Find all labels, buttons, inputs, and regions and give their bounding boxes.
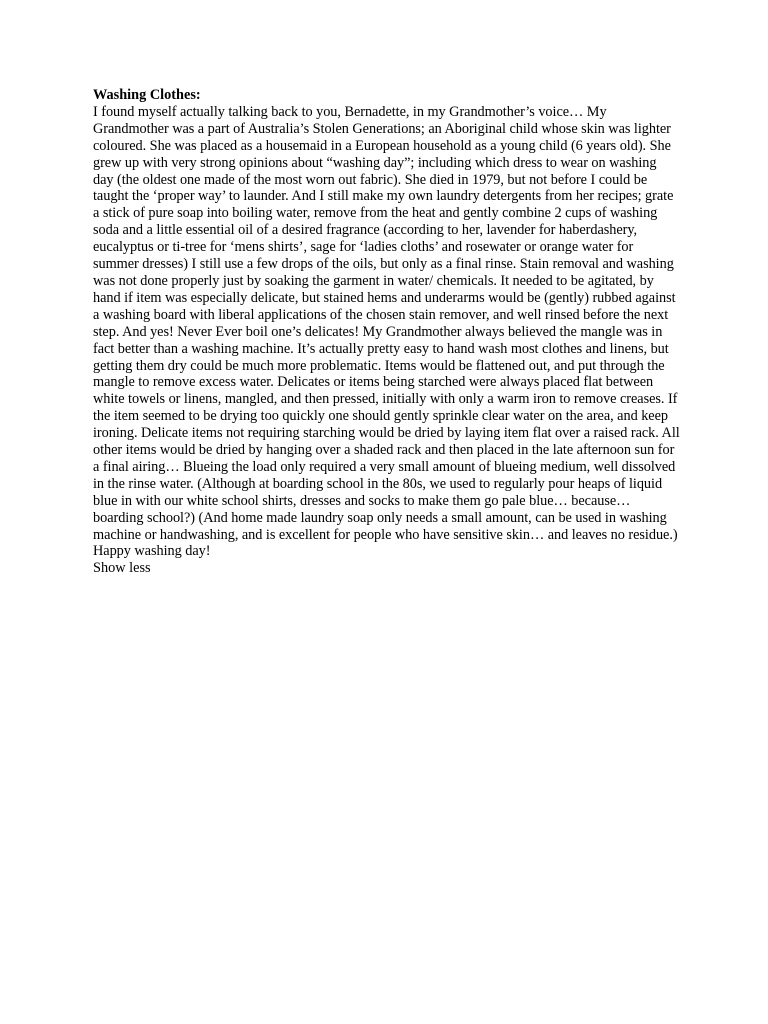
show-less-link[interactable]: Show less: [93, 560, 151, 577]
comment-body: I found myself actually talking back to you, Bernadette, in my Grandmother’s voice… My Grandmother was a part of Australia’s Stolen Generations; an Aboriginal child whose skin was lighter coloured. She was placed as a housemaid in a European household as a young child (6 years old). She grew up with very strong opinions about “washing day”; including which dress to wear on washing day (the oldest one made of the most worn out fabric). She died in 1979, but not before I could be taught the ‘proper way’ to launder. And I still make my own laundry detergents from her recipes; grate a stick of pure soap into boiling water, remove from the heat and gently combine 2 cups of washing soda and a little essential oil of a desired fragrance (according to her, lavender for haberdashery, eucalyptus or ti-tree for ‘mens shirts’, sage for ‘ladies cloths’ and rosewater or orange water for summer dresses) I still use a few drops of the oils, but only as a final rinse. Stain removal and washing was not done properly just by soaking the garment in water/ chemicals. It needed to be agitated, by hand if item was especially delicate, but stained hems and underarms would be (gently) rubbed against a washing board with liberal applications of the chosen stain remover, and well rinsed before the next step. And yes! Never Ever boil one’s delicates! My Grandmother always believed the mangle was in fact better than a washing machine. It’s actually pretty easy to hand wash most clothes and linens, but getting them dry could be much more problematic. Items would be flattened out, and put through the mangle to remove excess water. Delicates or items being starched were always placed flat between white towels or linens, mangled, and then pressed, initially with only a warm iron to remove creases. If the item seemed to be drying too quickly one should gently sprinkle clear water on the area, and keep ironing. Delicate items not requiring starching would be dried by laying item flat over a raised rack. All other items would be dried by hanging over a shaded rack and then placed in the late afternoon sun for a final airing… Blueing the load only required a very small amount of blueing medium, well dissolved in the rinse water. (Although at boarding school in the 80s, we used to regularly pour heaps of liquid blue in with our white school shirts, dresses and socks to make them go pale blue… because… boarding school?) (And home made laundry soap only needs a small amount, can be used in washing machine or handwashing, and is excellent for people who have sensitive skin… and leaves no residue.) Happy washing day!: [93, 103, 680, 560]
comment-title: Washing Clothes:: [93, 87, 201, 103]
comment-container: [93, 87, 680, 577]
